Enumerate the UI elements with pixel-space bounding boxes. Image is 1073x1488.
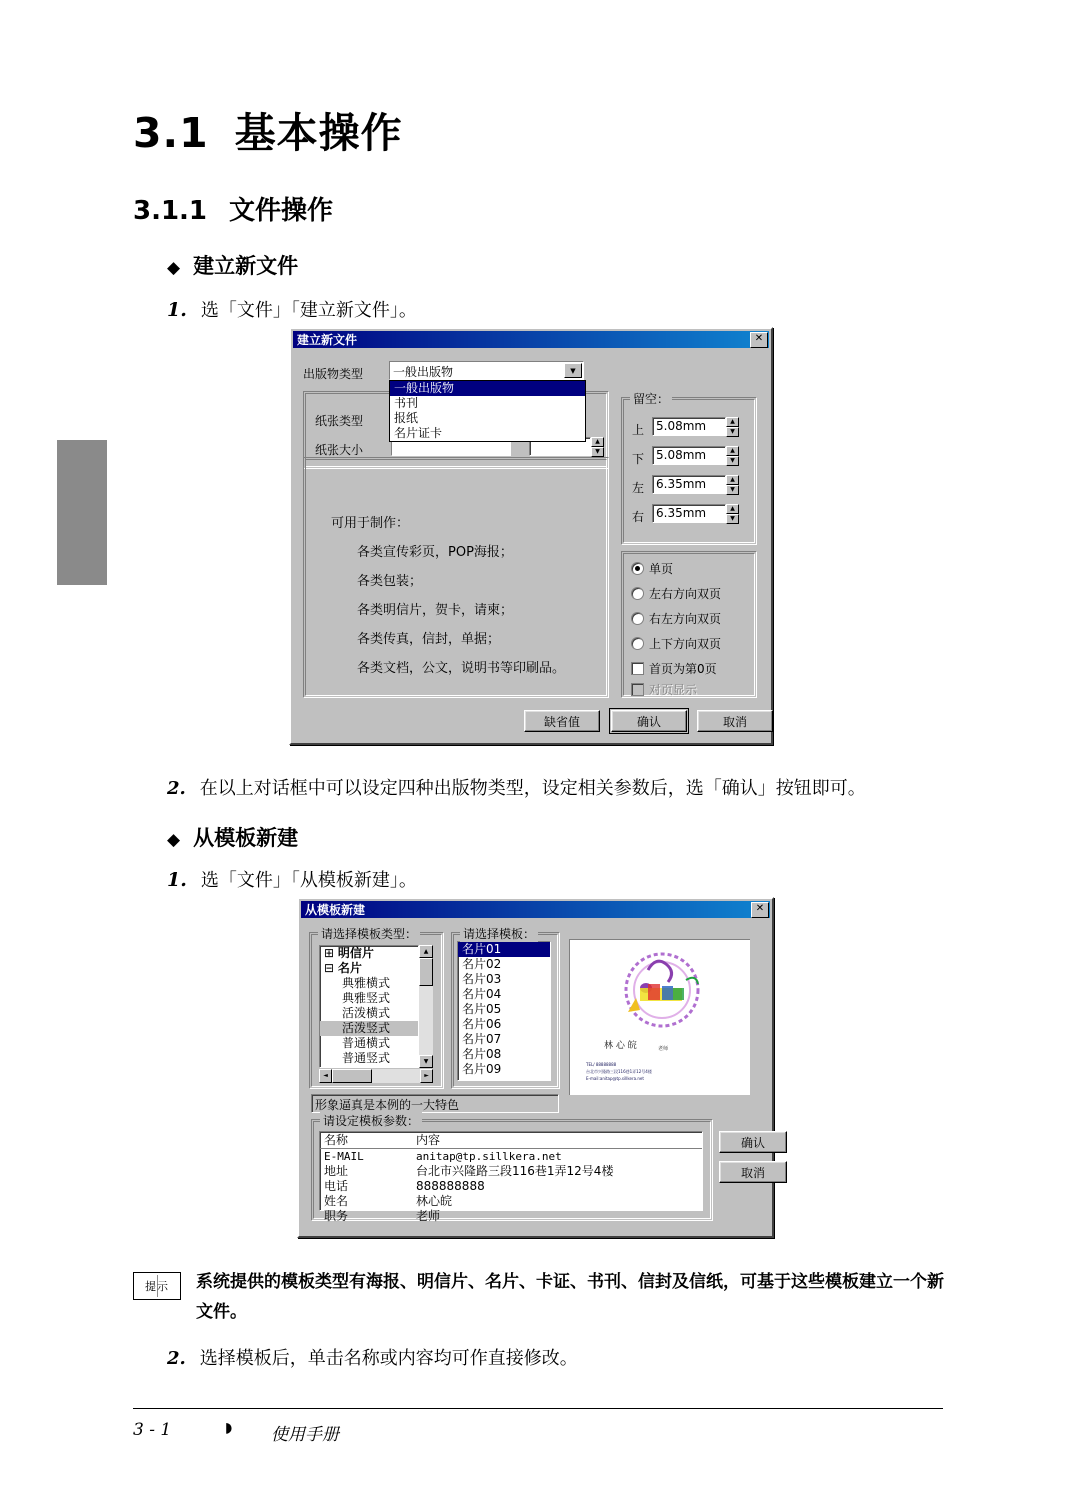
table-row[interactable]	[320, 1164, 702, 1179]
list-item[interactable]: 名片05	[462, 1002, 502, 1016]
template-list[interactable]	[457, 941, 551, 1081]
diamond-icon: ◆	[167, 830, 181, 850]
svg-text:E-mail:anitap@tp.sillkera.net: E-mail:anitap@tp.sillkera.net	[586, 1076, 644, 1081]
cell-name: 职务	[324, 1209, 349, 1223]
margin-right-spinner[interactable]	[726, 504, 739, 523]
template-type-group-label: 请选择模板类型：	[318, 925, 420, 942]
margins-group-label: 留空：	[630, 390, 672, 407]
section-title: 基本操作	[234, 109, 403, 157]
cell-content: 老师	[416, 1209, 441, 1223]
dropdown-option[interactable]: 名片证卡	[394, 426, 443, 440]
tree-item[interactable]	[320, 1051, 418, 1066]
bullet-heading-from-template	[167, 822, 298, 852]
cell-name: E-MAIL	[324, 1150, 364, 1163]
tree-item-label: 普通竖式	[342, 1051, 391, 1065]
checkbox-first-page-zero[interactable]	[631, 660, 717, 677]
tree-item-label: 普通横式	[342, 1036, 391, 1050]
margin-left-label: 左	[632, 481, 645, 495]
table-row[interactable]	[320, 1149, 702, 1164]
cell-content: 林心皖	[416, 1194, 453, 1208]
spinner-up-icon[interactable]: ▲	[726, 446, 739, 456]
dialog-new-from-template[interactable]	[297, 897, 774, 1238]
tree-item-label: 活泼竖式	[342, 1021, 391, 1035]
list-item[interactable]: 名片04	[462, 987, 502, 1001]
tree-item[interactable]	[320, 1036, 418, 1051]
step-2	[167, 775, 967, 803]
tree-item-label: 典雅竖式	[342, 991, 391, 1005]
diamond-icon: ◆	[167, 258, 181, 278]
cell-name: 地址	[324, 1164, 349, 1178]
template-caption: 形象逼真是本例的一大特色	[311, 1094, 559, 1113]
tip-text: 系统提供的模板类型有海报、明信片、名片、卡证、书刊、信封及信纸，可基于这些模板建立一个新文件。	[196, 1272, 944, 1322]
default-value-button[interactable]: 缺省值	[524, 710, 600, 732]
list-item[interactable]: 名片02	[462, 957, 502, 971]
tree-item-label: 名片	[337, 961, 362, 975]
table-row[interactable]	[320, 1209, 702, 1224]
template-list-group-label: 请选择模板：	[460, 925, 538, 942]
preview-artwork-icon	[570, 940, 750, 1095]
spinner-down-icon[interactable]: ▼	[726, 456, 739, 466]
subsection-number: 3.1.1	[133, 196, 208, 226]
radio-label: 上下方向双页	[649, 637, 722, 651]
dropdown-option[interactable]: 书刊	[394, 396, 419, 410]
dialog-title-text: 建立新文件	[297, 333, 358, 347]
expander-icon[interactable]: ⊟	[324, 961, 335, 975]
step-text: 选「文件」「从模板新建」。	[200, 870, 417, 891]
list-item[interactable]: 名片06	[462, 1017, 502, 1031]
checkbox-icon	[631, 683, 644, 696]
description-line: 各类明信片，贺卡，请柬；	[357, 603, 514, 618]
chevron-down-icon[interactable]: ▼	[564, 363, 582, 378]
dialog-titlebar	[293, 331, 769, 348]
dialog-titlebar	[301, 901, 770, 918]
radio-label: 右左方向双页	[649, 612, 722, 626]
template-type-hscrollbar[interactable]	[319, 1069, 433, 1083]
list-item[interactable]: 名片03	[462, 972, 502, 986]
tree-item[interactable]	[320, 961, 418, 976]
description-line: 各类文档，公文，说明书等印刷品。	[357, 661, 566, 676]
cell-name: 姓名	[324, 1194, 349, 1208]
step-text: 选「文件」「建立新文件」。	[200, 300, 417, 321]
tree-item-selected[interactable]	[320, 1021, 418, 1036]
radio-label: 单页	[649, 562, 674, 576]
tree-item[interactable]	[320, 1006, 418, 1021]
margin-left-field[interactable]: 6.35mm	[652, 475, 726, 494]
margin-bottom-label: 下	[632, 452, 645, 466]
tree-item[interactable]	[320, 946, 418, 961]
cancel-button[interactable]: 取消	[697, 710, 773, 732]
margin-top-spinner[interactable]	[726, 417, 739, 436]
dialog-new-file[interactable]	[289, 327, 773, 745]
ok-button[interactable]: 确认	[611, 710, 687, 732]
radio-lr-double-page[interactable]	[631, 585, 721, 602]
section-number: 3.1	[133, 109, 209, 157]
column-header-content: 内容	[416, 1133, 441, 1147]
spinner-up-icon[interactable]: ▲	[726, 417, 739, 427]
radio-icon	[631, 612, 644, 625]
cell-content: 888888888	[416, 1179, 485, 1193]
pub-type-value: 一般出版物	[393, 365, 454, 379]
checkbox-label: 对页显示	[649, 683, 698, 697]
checkbox-icon	[631, 662, 644, 675]
step-index: 1.	[167, 869, 187, 891]
spinner-down-icon[interactable]: ▼	[726, 485, 739, 495]
scroll-left-icon[interactable]: ◄	[319, 1069, 332, 1083]
step-text: 选择模板后，单击名称或内容均可作直接修改。	[199, 1348, 578, 1369]
step-1	[167, 296, 417, 322]
template-preview	[569, 939, 750, 1095]
step-4	[167, 1345, 967, 1373]
step-text: 在以上对话框中可以设定四种出版物类型，设定相关参数后，选「确认」按钮即可。	[199, 778, 866, 799]
scroll-right-icon[interactable]: ►	[420, 1069, 433, 1083]
radio-icon	[631, 637, 644, 650]
footer-bullet-icon: ◗	[225, 1420, 233, 1436]
template-params-table[interactable]	[319, 1131, 703, 1223]
tree-item[interactable]	[320, 976, 418, 991]
margin-top-label: 上	[632, 423, 645, 437]
footer-title: 使用手册	[271, 1425, 339, 1445]
radio-label: 左右方向双页	[649, 587, 722, 601]
tree-item-label: 明信片	[337, 946, 374, 960]
margin-bottom-spinner[interactable]	[726, 446, 739, 465]
radio-single-page[interactable]	[631, 560, 673, 577]
paper-size-label: 纸张大小	[315, 443, 364, 457]
margin-right-label: 右	[632, 510, 645, 524]
cell-name: 电话	[324, 1179, 349, 1193]
dropdown-option[interactable]: 一般出版物	[390, 381, 585, 396]
checkbox-label: 首页为第0页	[649, 662, 717, 676]
table-header-row	[320, 1132, 702, 1149]
template-params-group-label: 请设定模板参数：	[320, 1112, 422, 1129]
svg-text:TEL/ 88888888: TEL/ 88888888	[586, 1062, 617, 1067]
footer-divider	[133, 1408, 943, 1409]
margin-left-spinner[interactable]	[726, 475, 739, 494]
cell-content: 台北市兴隆路三段116巷1弄12号4楼	[416, 1164, 614, 1178]
spinner-down-icon[interactable]: ▼	[726, 427, 739, 437]
tree-item-label: 活泼横式	[342, 1006, 391, 1020]
spinner-up-icon[interactable]: ▲	[591, 437, 604, 447]
description-line: 各类包装；	[357, 574, 423, 589]
paper-size-spinner[interactable]	[591, 437, 604, 456]
expander-icon[interactable]: ⊞	[324, 946, 335, 960]
footer-page-number: 3 - 1	[133, 1420, 172, 1440]
step-index: 2.	[167, 778, 186, 799]
paper-type-label: 纸张类型	[315, 414, 364, 428]
page-title	[133, 100, 403, 159]
spinner-up-icon[interactable]: ▲	[726, 504, 739, 514]
subsection-heading	[133, 190, 333, 227]
bullet-heading-new-file	[167, 250, 298, 280]
radio-tb-double-page[interactable]	[631, 635, 721, 652]
svg-text:林 心 皖: 林 心 皖	[604, 1041, 637, 1051]
column-header-name: 名称	[324, 1133, 349, 1147]
scroll-up-icon[interactable]: ▲	[419, 945, 433, 958]
pub-type-dropdown-list[interactable]	[389, 380, 586, 442]
dropdown-option[interactable]: 报纸	[394, 411, 419, 425]
scroll-thumb[interactable]	[332, 1069, 372, 1083]
tree-item-label: 典雅横式	[342, 976, 391, 990]
radio-icon	[631, 562, 644, 575]
step-index: 2.	[167, 1348, 186, 1369]
svg-text:老师: 老师	[658, 1046, 669, 1052]
margin-bottom-field[interactable]: 5.08mm	[652, 446, 726, 465]
tip-badge: 提示	[133, 1272, 181, 1300]
margin-right-field[interactable]: 6.35mm	[652, 504, 726, 523]
list-item[interactable]: 名片01	[458, 942, 550, 957]
spinner-up-icon[interactable]: ▲	[726, 475, 739, 485]
list-item[interactable]: 名片07	[462, 1032, 502, 1046]
step-index: 1.	[167, 299, 187, 321]
pub-type-combo[interactable]	[389, 361, 584, 380]
dialog-title-text: 从模板新建	[305, 903, 366, 917]
spinner-down-icon[interactable]: ▼	[726, 514, 739, 524]
list-item[interactable]: 名片08	[462, 1047, 502, 1061]
svg-text:台北市兴隆路三段116巷1弄12号4楼: 台北市兴隆路三段116巷1弄12号4楼	[586, 1069, 652, 1074]
table-row[interactable]	[320, 1179, 702, 1194]
cell-content: anitap@tp.sillkera.net	[416, 1150, 562, 1163]
description-title: 可用于制作：	[331, 516, 410, 531]
description-line: 各类宣传彩页，POP海报；	[357, 545, 513, 560]
subsection-title: 文件操作	[229, 196, 334, 226]
table-row[interactable]	[320, 1194, 702, 1209]
template-type-vscrollbar[interactable]	[419, 945, 433, 1068]
description-block	[331, 509, 565, 683]
radio-icon	[631, 587, 644, 600]
bullet-label: 从模板新建	[193, 826, 299, 850]
pub-type-label: 出版物类型	[303, 367, 364, 381]
bullet-label: 建立新文件	[193, 254, 299, 278]
step-3	[167, 866, 417, 892]
description-line: 各类传真，信封，单据；	[357, 632, 501, 647]
ok-button[interactable]: 确认	[719, 1131, 787, 1153]
scroll-down-icon[interactable]: ▼	[419, 1055, 433, 1068]
close-icon[interactable]: ✕	[751, 902, 769, 918]
scroll-thumb[interactable]	[419, 958, 433, 986]
tree-item[interactable]	[320, 991, 418, 1006]
spinner-down-icon[interactable]: ▼	[591, 447, 604, 457]
list-item[interactable]: 名片09	[462, 1062, 502, 1076]
template-type-tree[interactable]	[319, 945, 419, 1068]
close-icon[interactable]: ✕	[750, 332, 768, 348]
checkbox-facing-pages	[631, 681, 697, 698]
margin-top-field[interactable]: 5.08mm	[652, 417, 726, 436]
cancel-button[interactable]: 取消	[719, 1161, 787, 1183]
radio-rl-double-page[interactable]	[631, 610, 721, 627]
